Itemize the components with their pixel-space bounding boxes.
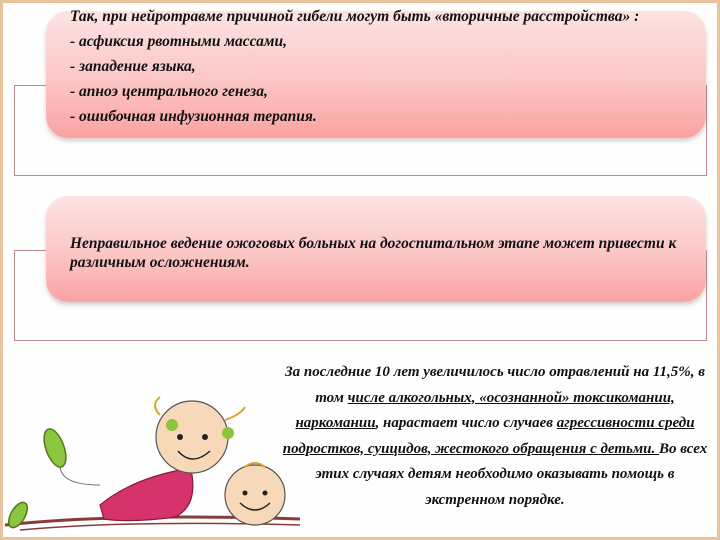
box1-item: - асфиксия рвотными массами, <box>70 33 287 50</box>
paragraph-part3: Во всех этих случаях детям необходимо оказывать помощь в экстренном порядке. <box>315 440 708 508</box>
children-cartoon-icon <box>0 385 310 535</box>
box2-text <box>70 234 695 272</box>
box1-text <box>70 7 690 126</box>
box2-paragraph: Неправильное ведение ожоговых больных на догоспитальном этапе может привести к различным осложнениям. <box>70 235 677 271</box>
paragraph-part1: За последние 10 лет увеличилось число отравлений на 11,5%, в том <box>285 364 705 406</box>
box1-item: - ошибочная инфузионная терапия. <box>70 108 317 125</box>
main-paragraph <box>276 360 714 513</box>
paragraph-underline2: агрессивности среди подростков, суицидов, жестокого обращения с детьми. <box>282 415 695 457</box>
box1-intro: Так, при нейротравме причиной гибели могут быть «вторичные расстройства» : <box>70 8 640 25</box>
box1-item: - западение языка, <box>70 58 196 75</box>
box1-item: - апноэ центрального генеза, <box>70 83 268 100</box>
paragraph-part2: , нарастает число случаев <box>375 415 557 431</box>
paragraph-underline1: числе алкогольных, «осознанной» токсикомании, наркомании <box>295 389 675 431</box>
